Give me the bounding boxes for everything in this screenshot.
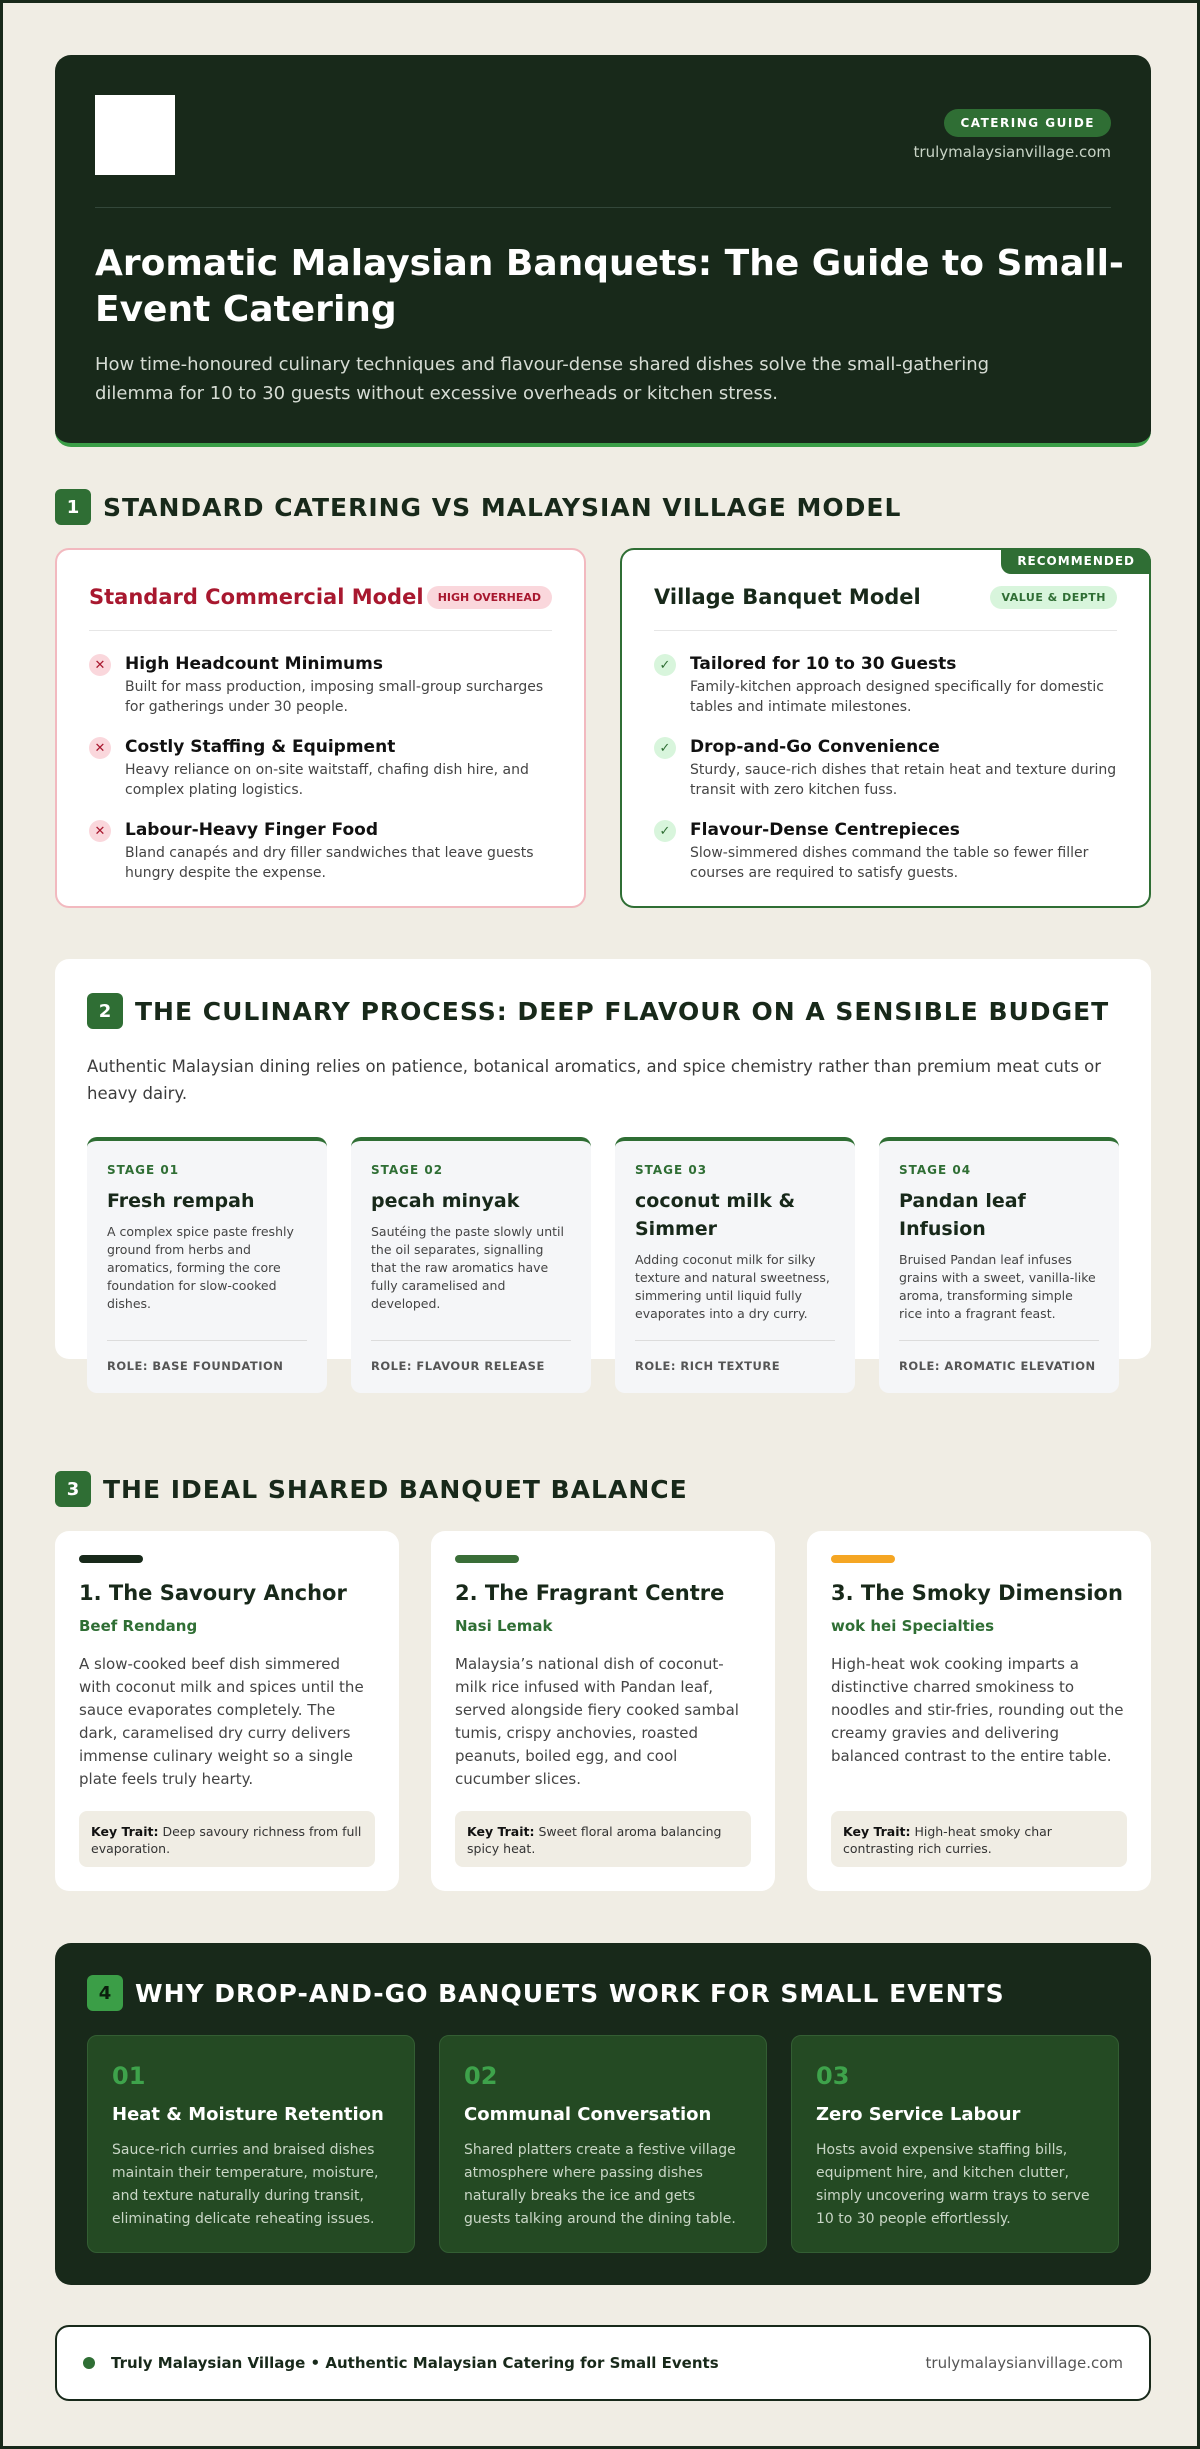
footer-text: Truly Malaysian Village • Authentic Malaysian Catering for Small Events — [111, 2354, 719, 2372]
section-title: STANDARD CATERING VS MALAYSIAN VILLAGE MODEL — [103, 492, 902, 522]
item-text: Built for mass production, imposing small-group surcharges for gatherings under 30 people. — [125, 679, 544, 715]
hero-divider — [95, 207, 1111, 208]
stage-card — [87, 1137, 327, 1393]
standard-model-card — [55, 548, 586, 908]
dish-name: Beef Rendang — [79, 1617, 198, 1635]
key-trait-text: High-heat smoky char contrasting rich curries. — [843, 1824, 1052, 1856]
benefit-card — [439, 2035, 767, 2253]
key-trait-text: Deep savoury richness from full evaporation. — [91, 1824, 362, 1856]
section-title: THE CULINARY PROCESS: DEEP FLAVOUR ON A SENSIBLE BUDGET — [135, 996, 1110, 1026]
comparison-cards — [55, 548, 1151, 908]
key-trait-label: Key Trait: — [91, 1824, 159, 1839]
stage-title: Fresh rempah — [107, 1190, 255, 1212]
item-text: Sturdy, sauce-rich dishes that retain heat and texture during transit with zero kitchen fuss. — [690, 762, 1117, 798]
why-drop-and-go-section — [55, 1943, 1151, 2285]
check-icon: ✓ — [654, 820, 676, 842]
check-icon: ✓ — [654, 654, 676, 676]
benefit-number: 01 — [112, 2062, 146, 2090]
list-item — [89, 736, 552, 800]
balance-card — [55, 1531, 399, 1891]
benefit-number: 03 — [816, 2062, 850, 2090]
card-title: Standard Commercial Model — [89, 585, 424, 609]
overhead-tag: HIGH OVERHEAD — [427, 586, 552, 609]
section-number-badge: 2 — [87, 993, 123, 1029]
section-1-header — [55, 489, 901, 525]
banquet-balance-cards — [55, 1531, 1151, 1891]
key-trait-box — [455, 1811, 751, 1867]
item-text: Heavy reliance on on-site waitstaff, chafing dish hire, and complex plating logistics. — [125, 762, 529, 798]
item-text: Bland canapés and dry filler sandwiches that leave guests hungry despite the expense. — [125, 845, 534, 881]
hero-header — [55, 55, 1151, 447]
stage-number: STAGE 03 — [635, 1163, 708, 1177]
section-3-header — [55, 1471, 688, 1507]
stage-card — [351, 1137, 591, 1393]
stage-role: ROLE: BASE FOUNDATION — [107, 1340, 307, 1373]
section-intro: Authentic Malaysian dining relies on patience, botanical aromatics, and spice chemistry rather than premium meat cuts or heavy dairy. — [87, 1057, 1102, 1103]
card-text: A slow-cooked beef dish simmered with coconut milk and spices until the sauce evaporates completely. The dark, caramelised dry curry delivers immense culinary weight so a single plate feels truly hearty. — [79, 1655, 364, 1788]
cross-icon: ✕ — [89, 820, 111, 842]
stage-role: ROLE: FLAVOUR RELEASE — [371, 1340, 571, 1373]
page-subtitle: How time-honoured culinary techniques and flavour-dense shared dishes solve the small-gathering dilemma for 10 to 30 guests without excessive overheads or kitchen stress. — [95, 354, 990, 404]
divider — [654, 630, 1117, 631]
culinary-process-section — [55, 959, 1151, 1373]
accent-bar — [831, 1555, 895, 1563]
key-trait-text: Sweet floral aroma balancing spicy heat. — [467, 1824, 722, 1856]
footer-site-url: trulymalaysianvillage.com — [925, 2354, 1123, 2372]
accent-bar — [455, 1555, 519, 1563]
page — [55, 55, 1151, 2372]
cross-icon: ✕ — [89, 737, 111, 759]
card-text: Malaysia’s national dish of coconut-milk rice infused with Pandan leaf, served alongside fiery cooked sambal tumis, crispy anchovies, roasted peanuts, boiled egg, and cool cucumber slices. — [455, 1655, 739, 1788]
value-tag: VALUE & DEPTH — [990, 586, 1117, 609]
stage-text: Adding coconut milk for silky texture and natural sweetness, simmering until liquid fully evaporates into a dry curry. — [635, 1252, 830, 1321]
recommended-ribbon: RECOMMENDED — [1001, 548, 1151, 574]
stage-number: STAGE 04 — [899, 1163, 972, 1177]
stage-title: Pandan leaf Infusion — [899, 1190, 1026, 1240]
key-trait-box — [831, 1811, 1127, 1867]
stage-text: Bruised Pandan leaf infuses grains with a sweet, vanilla-like aroma, transforming simple rice into a fragrant feast. — [899, 1252, 1096, 1321]
benefit-title: Heat & Moisture Retention — [112, 2104, 384, 2125]
item-heading: Drop-and-Go Convenience — [690, 737, 940, 757]
key-trait-label: Key Trait: — [467, 1824, 535, 1839]
page-title: Aromatic Malaysian Banquets: The Guide to Small-Event Catering — [95, 243, 1124, 330]
item-heading: Flavour-Dense Centrepieces — [690, 820, 960, 840]
stage-number: STAGE 01 — [107, 1163, 180, 1177]
card-title: 1. The Savoury Anchor — [79, 1581, 347, 1605]
section-title: THE IDEAL SHARED BANQUET BALANCE — [103, 1474, 688, 1504]
list-item — [654, 819, 1117, 883]
item-text: Family-kitchen approach designed specifically for domestic tables and intimate milestones. — [690, 679, 1104, 715]
dish-name: Nasi Lemak — [455, 1617, 553, 1635]
item-heading: Tailored for 10 to 30 Guests — [690, 654, 957, 674]
balance-card — [807, 1531, 1151, 1891]
card-title: 2. The Fragrant Centre — [455, 1581, 725, 1605]
dish-name: wok hei Specialties — [831, 1617, 995, 1635]
benefit-title: Communal Conversation — [464, 2104, 712, 2125]
divider — [89, 630, 552, 631]
benefit-text: Sauce-rich curries and braised dishes maintain their temperature, moisture, and texture naturally during transit, eliminating delicate reheating issues. — [112, 2142, 379, 2227]
footer — [55, 2325, 1151, 2401]
balance-card — [431, 1531, 775, 1891]
section-number-badge: 3 — [55, 1471, 91, 1507]
stage-role: ROLE: RICH TEXTURE — [635, 1340, 835, 1373]
benefit-card — [791, 2035, 1119, 2253]
section-title: WHY DROP-AND-GO BANQUETS WORK FOR SMALL EVENTS — [135, 1978, 1005, 2008]
card-title: Village Banquet Model — [654, 585, 921, 609]
dot-icon — [83, 2357, 95, 2369]
stage-title: pecah minyak — [371, 1190, 520, 1212]
list-item — [89, 819, 552, 883]
list-item — [654, 736, 1117, 800]
check-icon: ✓ — [654, 737, 676, 759]
cross-icon: ✕ — [89, 654, 111, 676]
benefit-title: Zero Service Labour — [816, 2104, 1021, 2125]
stage-title: coconut milk & Simmer — [635, 1190, 796, 1240]
village-model-card — [620, 548, 1151, 908]
list-item — [89, 653, 552, 717]
item-heading: Labour-Heavy Finger Food — [125, 820, 378, 840]
item-heading: Costly Staffing & Equipment — [125, 737, 396, 757]
stage-card — [879, 1137, 1119, 1393]
item-heading: High Headcount Minimums — [125, 654, 383, 674]
item-text: Slow-simmered dishes command the table so fewer filler courses are required to satisfy guests. — [690, 845, 1089, 881]
benefit-card — [87, 2035, 415, 2253]
key-trait-box — [79, 1811, 375, 1867]
section-2-header — [87, 993, 1119, 1029]
benefit-cards — [87, 2035, 1119, 2253]
section-4-header — [87, 1975, 1119, 2011]
benefit-text: Hosts avoid expensive staffing bills, equipment hire, and kitchen clutter, simply uncovering warm trays to serve 10 to 30 people effortlessly. — [816, 2142, 1090, 2227]
hero-site-url: trulymalaysianvillage.com — [913, 143, 1111, 161]
catering-guide-badge: CATERING GUIDE — [944, 109, 1111, 137]
benefit-number: 02 — [464, 2062, 498, 2090]
stage-text: A complex spice paste freshly ground from herbs and aromatics, forming the core foundation for slow-cooked dishes. — [107, 1224, 294, 1311]
benefit-text: Shared platters create a festive village atmosphere where passing dishes naturally breaks the ice and gets guests talking around the dining table. — [464, 2142, 736, 2227]
stage-card — [615, 1137, 855, 1393]
card-title: 3. The Smoky Dimension — [831, 1581, 1123, 1605]
section-number-badge: 1 — [55, 489, 91, 525]
list-item — [654, 653, 1117, 717]
stage-text: Sautéing the paste slowly until the oil separates, signalling that the raw aromatics have fully caramelised and developed. — [371, 1224, 564, 1311]
accent-bar — [79, 1555, 143, 1563]
stage-number: STAGE 02 — [371, 1163, 444, 1177]
stage-role: ROLE: AROMATIC ELEVATION — [899, 1340, 1099, 1373]
stage-list — [87, 1137, 1119, 1393]
section-number-badge: 4 — [87, 1975, 123, 2011]
logo-placeholder — [95, 95, 175, 175]
card-text: High-heat wok cooking imparts a distinctive charred smokiness to noodles and stir-fries, rounding out the creamy gravies and delivering balanced contrast to the entire table. — [831, 1655, 1124, 1765]
key-trait-label: Key Trait: — [843, 1824, 911, 1839]
